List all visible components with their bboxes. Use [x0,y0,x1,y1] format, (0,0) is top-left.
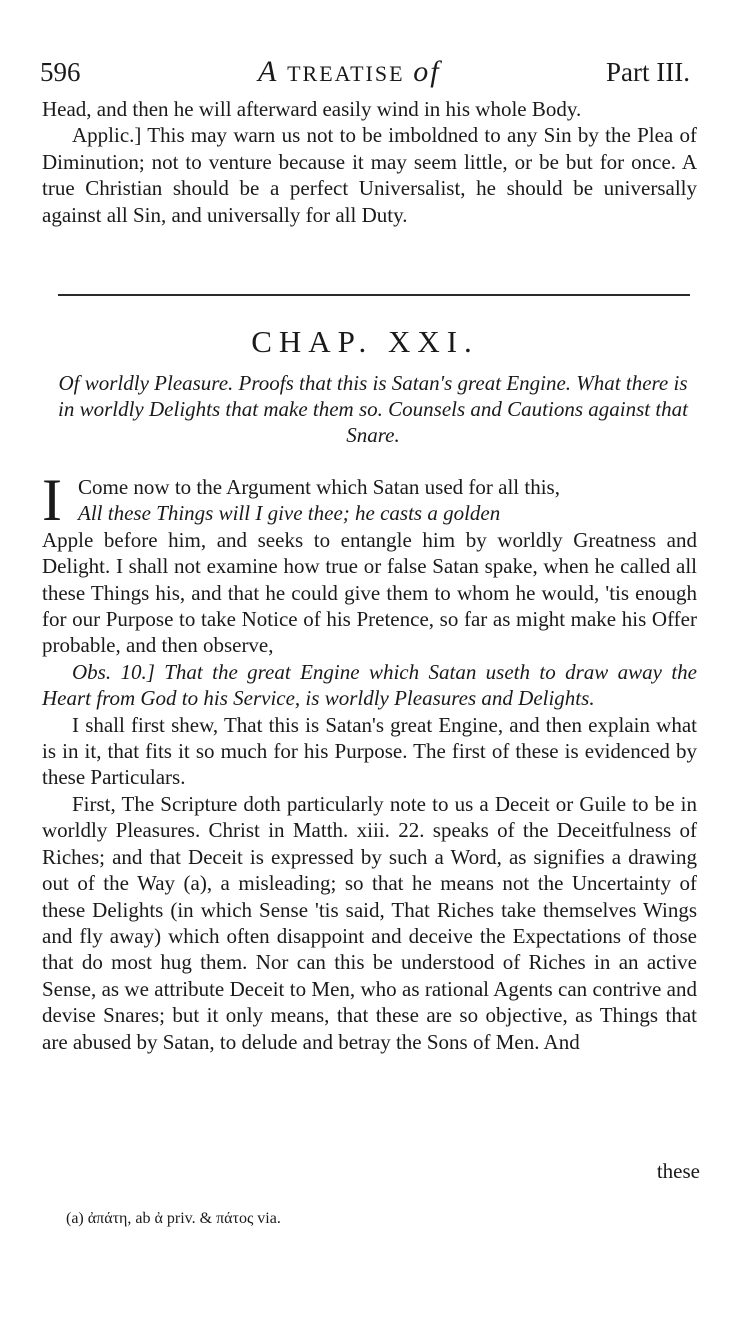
body-paragraph-second-line: All these Things will I give thee; he casts a golden [78,501,501,526]
text-paragraph: Head, and then he will afterward easily wind in his whole Body. [42,97,582,121]
page-number: 596 [40,57,81,87]
body-paragraph: First, The Scripture doth particularly note to us a Deceit or Guile to be in worldly Pleasures. Christ in Matth. xiii. 22. speaks of the Deceitfulness of Riches; and that Deceit is expressed by such a Word, as signifies a drawing out of the Way (a), a misleading; so that he means not the Uncertainty of these Delights (in which Sense 'tis said, That Riches take themselves Wings and fly away) which often disappoint and deceive the Expectations of those that do most hug them. Nor can this be understood of Riches in an active Sense, as we attribute Deceit to Men, who as rational Agents can contrive and devise Snares; but it only means, that these are so objective, as Things that are abused by Satan, to delude and betray the Sons of Men. And [42,791,697,1054]
body-paragraph: I shall first shew, That this is Satan's great Engine, and then explain what is in it, that fits it so much for his Purpose. The first of these is evidenced by these Particulars. [42,712,697,790]
drop-cap: I [42,467,62,533]
footnote: (a) ἀπάτη, ab ἀ priv. & πάτος via. [66,1210,281,1227]
catchword: these [656,1159,700,1183]
running-title-main: TREATISE [287,61,405,86]
chapter-heading: CHAP. XXI. [251,324,479,359]
body-paragraph-first-line: Come now to the Argument which Satan used for all this, [78,475,560,499]
running-section: Part III. [606,57,690,87]
running-title [258,52,441,94]
running-head [40,52,690,92]
chapter-body [42,474,697,1055]
application-paragraph: Applic.] This may warn us not to be imboldned to any Sin by the Plea of Diminution; not to venture because it may seem little, or be but for once. A true Christian should be a perfect Universalist, he should be universally against all Sin, and universally for all Duty. [42,123,697,227]
running-title-suffix: of [413,55,441,88]
body-paragraph: Apple before him, and seeks to entangle him by worldly Greatness and Delight. I shall not examine how true or false Satan spake, when he called all these Things his, and that he could give them to whom he would, 'tis enough for our Purpose to take Notice of his Pretence, so far as might make his Offer probable, and then observe, [42,527,697,658]
running-title-prefix: A [258,55,279,88]
previous-chapter-ending [42,96,697,228]
observation-paragraph: Obs. 10.] That the great Engine which Satan useth to draw away the Heart from God to his Service, is worldly Pleasures and Delights. [42,659,697,711]
chapter-divider-rule [58,294,690,296]
chapter-summary: Of worldly Pleasure. Proofs that this is Satan's great Engine. What there is in worldly Delights that make them so. Counsels and Cautions against that Snare. [58,371,688,447]
